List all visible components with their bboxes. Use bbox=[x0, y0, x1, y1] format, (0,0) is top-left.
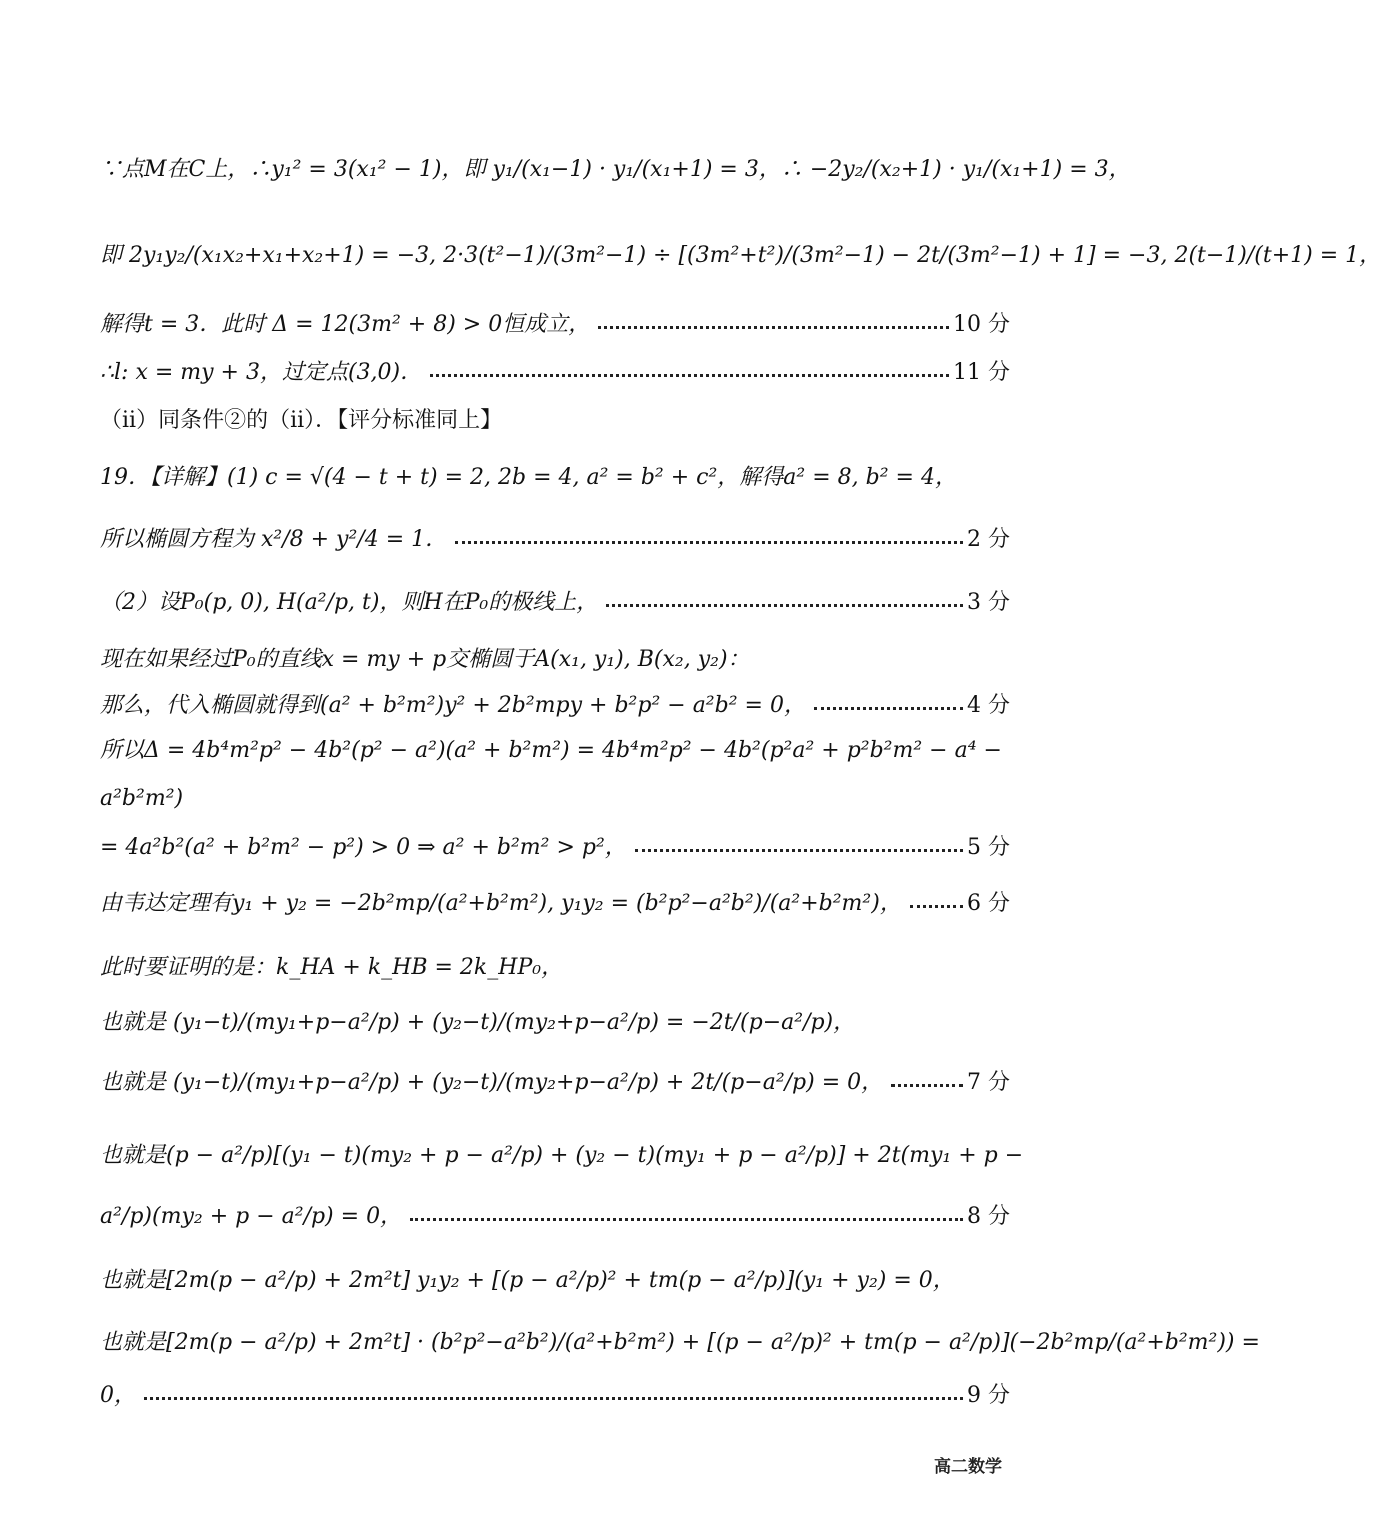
score-label: 10 分 bbox=[953, 312, 1010, 337]
line-6: 19．【详解】(1) c = √(4 − t + t) = 2, 2b = 4, a² = b² + c²，解得a² = 8, b² = 4， bbox=[100, 465, 957, 490]
leader-dots bbox=[430, 374, 949, 377]
leader-dots bbox=[635, 849, 963, 852]
score-label: 9 分 bbox=[967, 1383, 1010, 1408]
score-label: 11 分 bbox=[953, 360, 1010, 385]
score-label: 5 分 bbox=[967, 835, 1010, 860]
score-label: 4 分 bbox=[967, 693, 1010, 718]
leader-dots bbox=[814, 707, 963, 710]
line-16: 也就是 (y₁−t)/(my₁+p−a²/p) + (y₂−t)/(my₂+p−a²/p) = −2t/(p−a²/p)， bbox=[100, 1010, 856, 1035]
leader-dots bbox=[606, 604, 963, 607]
leader-dots bbox=[144, 1397, 963, 1400]
line-3: 解得t = 3．此时 Δ = 12(3m² + 8) > 0恒成立， 10 分 bbox=[100, 312, 1010, 337]
score-label: 6 分 bbox=[967, 891, 1010, 916]
line-9: 现在如果经过P₀的直线x = my + p交椭圆于A(x₁, y₁), B(x₂, y₂)： bbox=[100, 647, 750, 672]
leader-dots bbox=[598, 326, 949, 329]
line-14: 由韦达定理有y₁ + y₂ = −2b²mp/(a²+b²m²), y₁y₂ = (b²p²−a²b²)/(a²+b²m²)， 6 分 bbox=[100, 891, 1010, 916]
line-13: = 4a²b²(a² + b²m² − p²) > 0 ⇒ a² + b²m² > p²， 5 分 bbox=[100, 835, 1010, 860]
line-4: ∴l: x = my + 3，过定点(3,0)． 11 分 bbox=[100, 360, 1010, 385]
score-label: 8 分 bbox=[967, 1204, 1010, 1229]
leader-dots bbox=[910, 905, 963, 908]
line-10: 那么，代入椭圆就得到(a² + b²m²)y² + 2b²mpy + b²p² − a²b² = 0， 4 分 bbox=[100, 693, 1010, 718]
line-21: 也就是[2m(p − a²/p) + 2m²t] · (b²p²−a²b²)/(a²+b²m²) + [(p − a²/p)² + tm(p − a²/p)](−2b²mp/(a²+b²m²)) = bbox=[100, 1330, 1260, 1355]
line-22: 0， 9 分 bbox=[100, 1383, 1010, 1408]
line-8: （2）设P₀(p, 0), H(a²/p, t)，则H在P₀的极线上， 3 分 bbox=[100, 590, 1010, 615]
line-5: （ii）同条件②的（ii）．【评分标准同上】 bbox=[100, 408, 503, 433]
line-20: 也就是[2m(p − a²/p) + 2m²t] y₁y₂ + [(p − a²/p)² + tm(p − a²/p)](y₁ + y₂) = 0， bbox=[100, 1268, 955, 1293]
score-label: 3 分 bbox=[967, 590, 1010, 615]
leader-dots bbox=[455, 541, 963, 544]
score-label: 2 分 bbox=[967, 527, 1010, 552]
leader-dots bbox=[891, 1084, 963, 1087]
line-2: 即 2y₁y₂/(x₁x₂+x₁+x₂+1) = −3, 2·3(t²−1)/(3m²−1) ÷ [(3m²+t²)/(3m²−1) − 2t/(3m²−1) + 1] = −3, 2(t−1)/(t+1) = 1， bbox=[100, 243, 1381, 268]
page-footer: 高二数学 bbox=[934, 1457, 1002, 1477]
line-18: 也就是(p − a²/p)[(y₁ − t)(my₂ + p − a²/p) + (y₂ − t)(my₁ + p − a²/p)] + 2t(my₁ + p − bbox=[100, 1143, 1024, 1168]
line-1: ∵点M在C上，∴y₁² = 3(x₁² − 1)，即 y₁/(x₁−1) · y₁/(x₁+1) = 3，∴ −2y₂/(x₂+1) · y₁/(x₁+1) = 3， bbox=[100, 157, 1131, 182]
line-15: 此时要证明的是：k_HA + k_HB = 2k_HP₀， bbox=[100, 955, 564, 980]
line-19: a²/p)(my₂ + p − a²/p) = 0， 8 分 bbox=[100, 1204, 1010, 1229]
score-label: 7 分 bbox=[967, 1070, 1010, 1095]
line-11: 所以Δ = 4b⁴m²p² − 4b²(p² − a²)(a² + b²m²) = 4b⁴m²p² − 4b²(p²a² + p²b²m² − a⁴ − bbox=[100, 738, 1002, 763]
leader-dots bbox=[410, 1218, 963, 1221]
line-12: a²b²m²) bbox=[100, 786, 184, 811]
line-17: 也就是 (y₁−t)/(my₁+p−a²/p) + (y₂−t)/(my₂+p−a²/p) + 2t/(p−a²/p) = 0， 7 分 bbox=[100, 1070, 1010, 1095]
line-7: 所以椭圆方程为 x²/8 + y²/4 = 1． 2 分 bbox=[100, 527, 1010, 552]
